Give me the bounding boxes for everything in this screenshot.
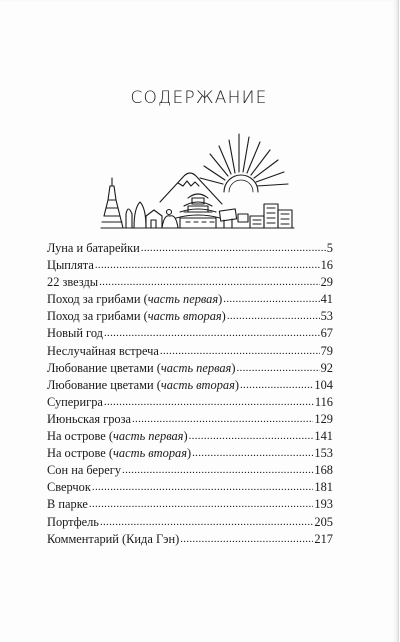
toc-leader-dots — [192, 444, 313, 462]
toc-leader-dots — [223, 290, 319, 308]
toc-entry-page-number: 129 — [314, 411, 333, 426]
toc-entry-title-text: Поход за грибами ( — [47, 309, 148, 324]
toc-entry-part: часть первая — [147, 292, 219, 307]
toc-entry-page-number: 217 — [314, 531, 333, 546]
toc-entry-title-text: В парке — [47, 497, 88, 512]
toc-entry-title — [47, 411, 131, 428]
toc-entry[interactable] — [47, 496, 333, 513]
page-title: СОДЕРЖАНИЕ — [130, 88, 268, 108]
toc-entry-title — [47, 496, 88, 513]
toc-entry-part: часть первая — [160, 360, 232, 375]
toc-entry-part: часть вторая — [113, 446, 187, 461]
toc-entry[interactable] — [47, 462, 333, 479]
toc-entry-page-number: 79 — [320, 343, 333, 358]
castle-icon — [176, 194, 220, 228]
toc-leader-dots — [189, 427, 314, 445]
toc-entry-page-number: 104 — [314, 377, 333, 392]
toc-entry-page-number: 153 — [314, 446, 333, 461]
table-of-contents — [47, 240, 333, 548]
toc-entry[interactable] — [47, 514, 333, 531]
toc-leader-dots — [99, 273, 319, 291]
toc-entry-part: часть вторая — [160, 377, 235, 392]
toc-entry-title-text: Комментарий (Кида Гэн) — [47, 531, 180, 546]
toc-entry-title — [47, 462, 121, 479]
toc-entry-page-number: 92 — [320, 360, 333, 375]
toc-entry-title-text: Суперигра — [47, 394, 103, 409]
toc-entry-title-text: Сверчок — [47, 480, 91, 495]
toc-entry[interactable] — [47, 428, 333, 445]
toc-leader-dots — [104, 324, 320, 342]
sun-rays-icon — [200, 134, 288, 186]
toc-entry[interactable] — [47, 411, 333, 428]
japan-skyline-sun-mountain-icon — [98, 124, 298, 230]
toc-entry-page-number: 16 — [320, 258, 333, 273]
toc-leader-dots — [104, 393, 314, 411]
toc-entry-title — [47, 428, 188, 445]
toc-entry-title-text: Любование цветами ( — [47, 360, 161, 375]
toc-entry[interactable] — [47, 240, 333, 257]
toc-entry-page-number: 67 — [320, 326, 333, 341]
toc-entry-title — [47, 325, 103, 342]
toc-entry-title — [47, 274, 98, 291]
toc-entry-page-number: 41 — [320, 292, 333, 307]
toc-entry-page-number: 168 — [314, 463, 333, 478]
toc-entry[interactable] — [47, 394, 333, 411]
toc-entry-title — [47, 257, 94, 274]
buildings-icon — [250, 204, 292, 228]
toc-leader-dots — [92, 478, 314, 496]
toc-leader-dots — [95, 256, 320, 274]
toc-entry-title — [47, 514, 99, 531]
toc-entry-page-number: 205 — [314, 514, 333, 529]
toc-entry-suffix: ) — [221, 309, 226, 324]
toc-entry-title-text: Поход за грибами ( — [47, 292, 148, 307]
toc-entry-page-number: 5 — [326, 241, 333, 255]
mountain-icon — [160, 173, 222, 204]
toc-entry-title-text: Луна и батарейки — [47, 241, 140, 255]
toc-entry[interactable] — [47, 531, 333, 548]
toc-entry[interactable] — [47, 308, 333, 325]
toc-entry[interactable] — [47, 257, 333, 274]
toc-entry-suffix: ) — [234, 377, 239, 392]
toc-entry[interactable] — [47, 377, 333, 394]
toc-entry[interactable] — [47, 445, 333, 462]
toc-entry-suffix: ) — [186, 446, 192, 461]
toc-entry-page-number: 193 — [314, 497, 333, 512]
toc-leader-dots — [160, 342, 320, 360]
toc-entry[interactable] — [47, 291, 333, 308]
toc-entry-title-text: На острове ( — [47, 446, 114, 461]
toc-entry-page-number: 29 — [320, 275, 333, 290]
toc-entry-title — [47, 377, 239, 394]
tower-icon — [101, 178, 123, 228]
toc-entry-title — [47, 308, 226, 325]
toc-entry[interactable] — [47, 479, 333, 496]
toc-leader-dots — [180, 530, 313, 548]
toc-entry-title-text: Новый год — [47, 326, 103, 341]
toc-leader-dots — [100, 513, 313, 531]
toc-entry-page-number: 53 — [320, 309, 333, 324]
toc-entry-title — [47, 343, 159, 360]
toc-entry-title — [47, 360, 235, 377]
toc-entry-page-number: 141 — [314, 429, 333, 444]
toc-leader-dots — [122, 461, 313, 479]
toc-entry-page-number: 181 — [314, 480, 333, 495]
toc-entry-title-text: Сон на берегу — [47, 463, 122, 478]
toc-entry-part: часть вторая — [147, 309, 222, 324]
toc-leader-dots — [132, 410, 313, 428]
toc-entry[interactable] — [47, 343, 333, 360]
toc-entry[interactable] — [47, 360, 333, 377]
toc-entry-title-text: Неслучайная встреча — [47, 343, 159, 358]
toc-leader-dots — [236, 359, 319, 377]
toc-entry-part: часть первая — [113, 429, 184, 444]
toc-entry-title-text: На острове ( — [47, 429, 114, 444]
toc-entry-suffix: ) — [183, 429, 188, 444]
toc-entry[interactable] — [47, 325, 333, 342]
toc-entry-title-text: Цыплята — [47, 258, 94, 273]
toc-entry-page-number: 116 — [314, 394, 333, 409]
toc-entry-suffix: ) — [218, 292, 223, 307]
toc-entry-title — [47, 531, 179, 548]
toc-entry-title — [47, 240, 140, 257]
toc-entry-title-text: Июньская гроза — [47, 411, 131, 426]
toc-entry-title — [47, 479, 91, 496]
toc-entry-title — [47, 394, 103, 411]
toc-entry[interactable] — [47, 274, 333, 291]
toc-leader-dots — [227, 307, 320, 325]
toc-entry-title-text: Портфель — [47, 514, 99, 529]
toc-entry-title-text: Любование цветами ( — [47, 377, 161, 392]
toc-leader-dots — [89, 495, 314, 513]
toc-entry-title — [47, 291, 222, 308]
toc-leader-dots — [141, 239, 326, 257]
toc-leader-dots — [240, 376, 313, 394]
toc-entry-title-text: 22 звезды — [47, 275, 99, 290]
toc-entry-suffix: ) — [231, 360, 236, 375]
toc-entry-title — [47, 445, 191, 462]
